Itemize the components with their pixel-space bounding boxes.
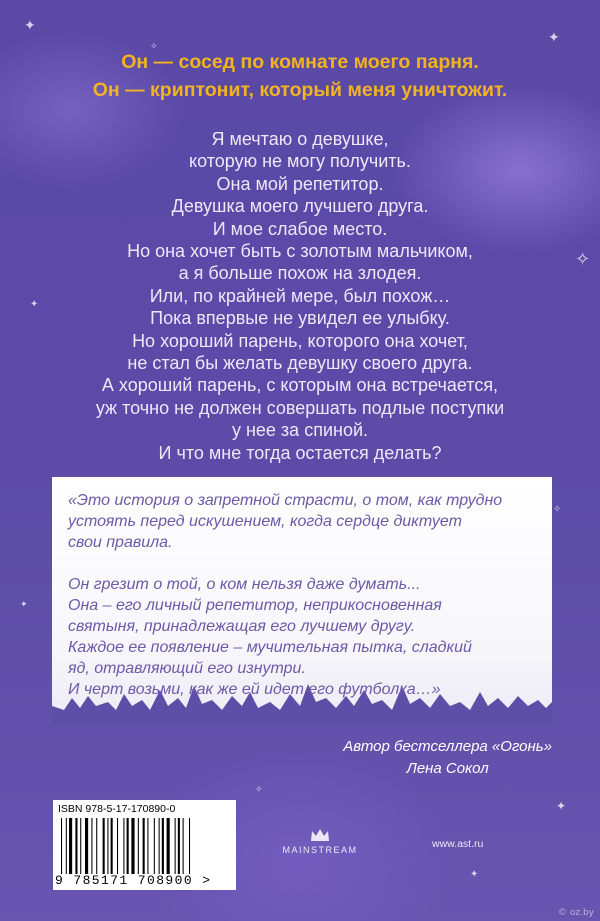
quote-line: И черт возьми, как же ей идет его футболка…» (68, 681, 441, 698)
poem-line: Но хороший парень, которого она хочет, (132, 330, 468, 351)
poem-line: а я больше похож на злодея. (178, 263, 422, 284)
blurb-poem (0, 128, 600, 464)
sparkle-icon: ✦ (470, 869, 479, 880)
poem-line: Девушка моего лучшего друга. (171, 196, 429, 217)
tagline (0, 48, 600, 104)
author-name: Лена Сокол (406, 760, 489, 777)
quote-line: свои правила. (68, 534, 173, 551)
quote-line: святыня, принадлежащая его лучшему другу. (68, 618, 416, 635)
isbn-text: ISBN 978-5-17-170890-0 (58, 803, 176, 815)
sparkle-icon: ✦ (24, 17, 36, 33)
author-credit: Автор бестселлера «Огонь» (343, 738, 552, 755)
review-quote (68, 490, 548, 700)
publisher-website: www.ast.ru (432, 838, 484, 850)
poem-line: уж точно не должен совершать подлые поступки (95, 397, 505, 418)
sparkle-icon: ✧ (553, 504, 562, 515)
poem-line: И что мне тогда остается делать? (158, 442, 442, 463)
watermark: © oz.by (558, 908, 594, 918)
quote-line: Он грезит о той, о ком нельзя даже думать... (68, 576, 421, 593)
publisher-name: MAINSTREAM (282, 845, 358, 855)
poem-line: Она мой репетитор. (216, 173, 384, 194)
tagline-line: Он — сосед по комнате моего парня. (121, 51, 479, 73)
sparkle-icon: ✦ (548, 29, 560, 45)
poem-line: Или, по крайней мере, был похож… (149, 285, 451, 306)
sparkle-icon: ✧ (150, 41, 158, 51)
barcode-bars (61, 818, 229, 874)
quote-author (343, 736, 552, 780)
poem-line: которую не могу получить. (189, 151, 411, 172)
quote-line: «Это история о запретной страсти, о том, как трудно (68, 492, 503, 509)
barcode-number: 9 785171 708900 > (55, 873, 212, 888)
tagline-line: Он — криптонит, который меня уничтожит. (92, 79, 508, 101)
sparkle-icon: ✧ (575, 249, 591, 269)
poem-line: И мое слабое место. (212, 218, 388, 239)
poem-line: Пока впервые не увидел ее улыбку. (150, 308, 450, 329)
poem-line: А хороший парень, с которым она встречается, (101, 375, 499, 396)
poem-line: у нее за спиной. (231, 420, 369, 441)
barcode-label (53, 800, 236, 890)
sparkle-icon: ✦ (556, 799, 567, 813)
poem-line: Но она хочет быть с золотым мальчиком, (127, 241, 473, 262)
quote-line: Она – его личный репетитор, неприкосновенная (68, 597, 442, 614)
sparkle-icon: ✦ (20, 599, 28, 609)
quote-line: Каждое ее появление – мучительная пытка, сладкий (68, 639, 472, 656)
crown-icon (310, 828, 330, 842)
poem-line: не стал бы желать девушку своего друга. (127, 353, 473, 374)
poem-line: Я мечтаю о девушке, (211, 129, 389, 149)
sparkle-icon: ✧ (255, 784, 263, 794)
quote-line: яд, отравляющий его изнутри. (68, 660, 306, 677)
quote-line: устоять перед искушением, когда сердце диктует (68, 513, 462, 530)
sparkle-icon: ✦ (30, 299, 39, 310)
